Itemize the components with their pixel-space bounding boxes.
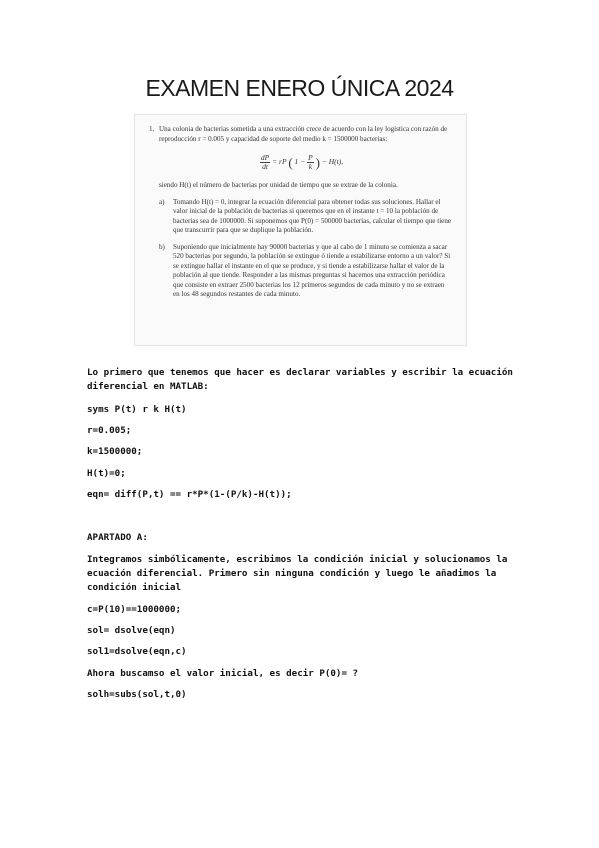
code-line: r=0.005;	[87, 425, 132, 436]
part-a-text: Tomando H(t) = 0, integrar la ecuación diferencial para obtener todas sus soluciones. Hallar el valor inicial de la población de bacterias si queremos que en el instante t = 10 la población de bacterias sea de 1000000. Si suponemos que P(0) = 500000 bacterias, calcular el tiempo que tiene que transcurrir para que se duplique la población.	[173, 197, 452, 234]
intro-paragraph: Lo primero que tenemos que hacer es declarar variables y escribir la ecuación diferencial en MATLAB:	[87, 367, 513, 392]
problem-intro: Una colonia de bacterias sometida a una extracción crece de acuerdo con la ley logística con razón de reproducción r = 0.005 y capacidad de soporte del medio k = 1500000 bacterias:	[159, 125, 448, 143]
page-title: EXAMEN ENERO ÚNICA 2024	[145, 75, 454, 101]
code-line: k=1500000;	[87, 446, 143, 457]
scanned-problem-image	[134, 114, 467, 346]
problem-number: 1.	[149, 125, 155, 133]
problem-where: siendo H(t) el número de bacterias por unidad de tiempo que se extrae de la colonia.	[159, 181, 398, 189]
section-paragraph: Integramos simbólicamente, escribimos la condición inicial y solucionamos la ecuación diferencial. Primero sin ninguna condición y luego le añadimos la condición inicial	[87, 554, 508, 593]
text-line: Ahora buscamso el valor inicial, es decir P(0)= ?	[87, 668, 359, 679]
code-line: syms P(t) r k H(t)	[87, 404, 187, 415]
derivative-fraction: $\frac{dP}{dt}$	[260, 153, 270, 171]
section-heading: APARTADO A:	[87, 532, 148, 543]
part-a-label: a)	[159, 197, 165, 206]
part-a	[149, 198, 454, 236]
part-b-label: b)	[159, 242, 165, 251]
code-line: eqn= diff(P,t) == r*P*(1-(P/k)-H(t));	[87, 489, 292, 500]
code-line: sol1=dsolve(eqn,c)	[87, 646, 187, 657]
logistic-equation: $\frac{dP}{dt}$ = rP ( 1 − $\frac{P}{k}$ ) − H(t),	[260, 153, 344, 171]
code-line: solh=subs(sol,t,0)	[87, 689, 187, 700]
code-line: H(t)=0;	[87, 468, 126, 479]
code-line: c=P(10)==1000000;	[87, 604, 182, 615]
part-b-text: Suponiendo que inicialmente hay 90000 bacterias y que al cabo de 1 minuto se comienza a sacar 520 bacterias por segundo, la población se extingue ó tiende a estabilizarse entorno a un valor? Si se extingue hallar el instante en el que se produce, y si tiende a estabilizarse hallar el valor de la población al que tiende. Responder a las mismas preguntas si hacemos una extracción periódica que consiste en extraer 2500 bacterias los 12 primeros segundos de cada minuto y no se extraen en los 48 segundos restantes de cada minuto.	[173, 242, 451, 298]
code-line: sol= dsolve(eqn)	[87, 625, 176, 636]
part-b	[149, 243, 454, 300]
p-over-k-fraction: $\frac{P}{k}$	[308, 153, 313, 171]
